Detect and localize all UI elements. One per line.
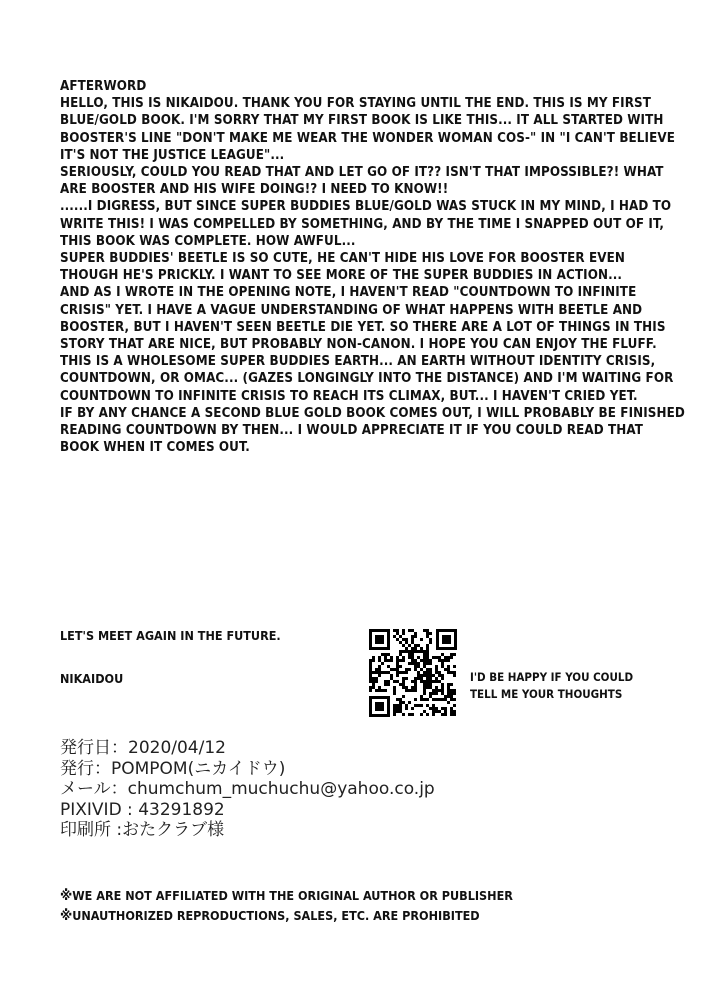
notice-text: UNAUTHORIZED REPRODUCTIONS, SALES, ETC. ARE PROHIBITED [72, 908, 480, 923]
notice-line [60, 906, 513, 926]
afterword-paragraph: ......I DIGRESS, BUT SINCE SUPER BUDDIES BLUE/GOLD WAS STUCK IN MY MIND, I HAD TO WRITE THIS! I WAS COMPELLED BY SOMETHING, AND BY THE TIME I SNAPPED OUT OF IT, THIS BOOK WAS COMPLETE. HOW AWFUL... [60, 199, 672, 249]
afterword-paragraph: AND AS I WROTE IN THE OPENING NOTE, I HAVEN'T READ "COUNTDOWN TO INFINITE CRISIS" YET. I HAVE A VAGUE UNDERSTANDING OF WHAT HAPPENS WITH BEETLE AND BOOSTER, BUT I HAVEN'T SEEN BEETLE DIE YET. SO THERE ARE A LOT OF THINGS IN THIS STORY THAT ARE NICE, BUT PROBABLY NON-CANON. I HOPE YOU CAN ENJOY THE FLUFF. THIS IS A WHOLESOME SUPER BUDDIES EARTH... AN EARTH WITHOUT IDENTITY CRISIS, COUNTDOWN, OR OMAC... (GAZES LONGINGLY INTO THE DISTANCE) AND I'M WAITING FOR COUNTDOWN TO INFINITE CRISIS TO REACH ITS CLIMAX, BUT... I HAVEN'T CRIED YET. [60, 285, 674, 404]
afterword-paragraph: IF BY ANY CHANCE A SECOND BLUE GOLD BOOK COMES OUT, I WILL PROBABLY BE FINISHED READING COUNTDOWN BY THEN... I WOULD APPRECIATE IT IF YOU COULD READ THAT BOOK WHEN IT COMES OUT. [60, 405, 685, 456]
afterword-paragraph: SUPER BUDDIES' BEETLE IS SO CUTE, HE CAN'T HIDE HIS LOVE FOR BOOSTER EVEN THOUGH HE'S PRICKLY. I WANT TO SEE MORE OF THE SUPER BUDDIES IN ACTION... [60, 251, 625, 284]
afterword-paragraph: SERIOUSLY, COULD YOU READ THAT AND LET GO OF IT?? ISN'T THAT IMPOSSIBLE?! WHAT ARE BOOSTER AND HIS WIFE DOING!? I NEED TO KNOW!! [60, 165, 664, 198]
pixiv-id: PIXIVID : 43291892 [60, 799, 225, 820]
notice-line [60, 886, 513, 906]
closing-line: LET'S MEET AGAIN IN THE FUTURE. [60, 628, 281, 643]
reference-mark-icon: ※ [60, 888, 73, 904]
email-address: メール：chumchum_muchuchu@yahoo.co.jp [60, 779, 435, 799]
author-signature: NIKAIDOU [60, 671, 124, 686]
afterword-title: AFTERWORD [60, 79, 147, 94]
colophon [60, 738, 435, 841]
publication-date: 発行日：2020/04/12 [60, 738, 226, 758]
legal-notices [60, 886, 513, 926]
notice-text: WE ARE NOT AFFILIATED WITH THE ORIGINAL AUTHOR OR PUBLISHER [72, 888, 513, 903]
reference-mark-icon: ※ [60, 908, 73, 924]
afterword-paragraph: HELLO, THIS IS NIKAIDOU. THANK YOU FOR STAYING UNTIL THE END. THIS IS MY FIRST BLUE/GOLD BOOK. I'M SORRY THAT MY FIRST BOOK IS LIKE THIS... IT ALL STARTED WITH BOOSTER'S LINE "DON'T MAKE ME WEAR THE WONDER WOMAN COS-" IN "I CAN'T BELIEVE IT'S NOT THE JUSTICE LEAGUE"... [60, 96, 675, 163]
qr-caption: I'D BE HAPPY IF YOU COULD TELL ME YOUR THOUGHTS [470, 670, 634, 701]
publisher: 発行：POMPOM(ニカイドウ) [60, 758, 286, 779]
qr-code[interactable] [368, 628, 458, 718]
printer: 印刷所 :おたクラブ様 [60, 820, 225, 840]
afterword-text-block [60, 78, 685, 456]
